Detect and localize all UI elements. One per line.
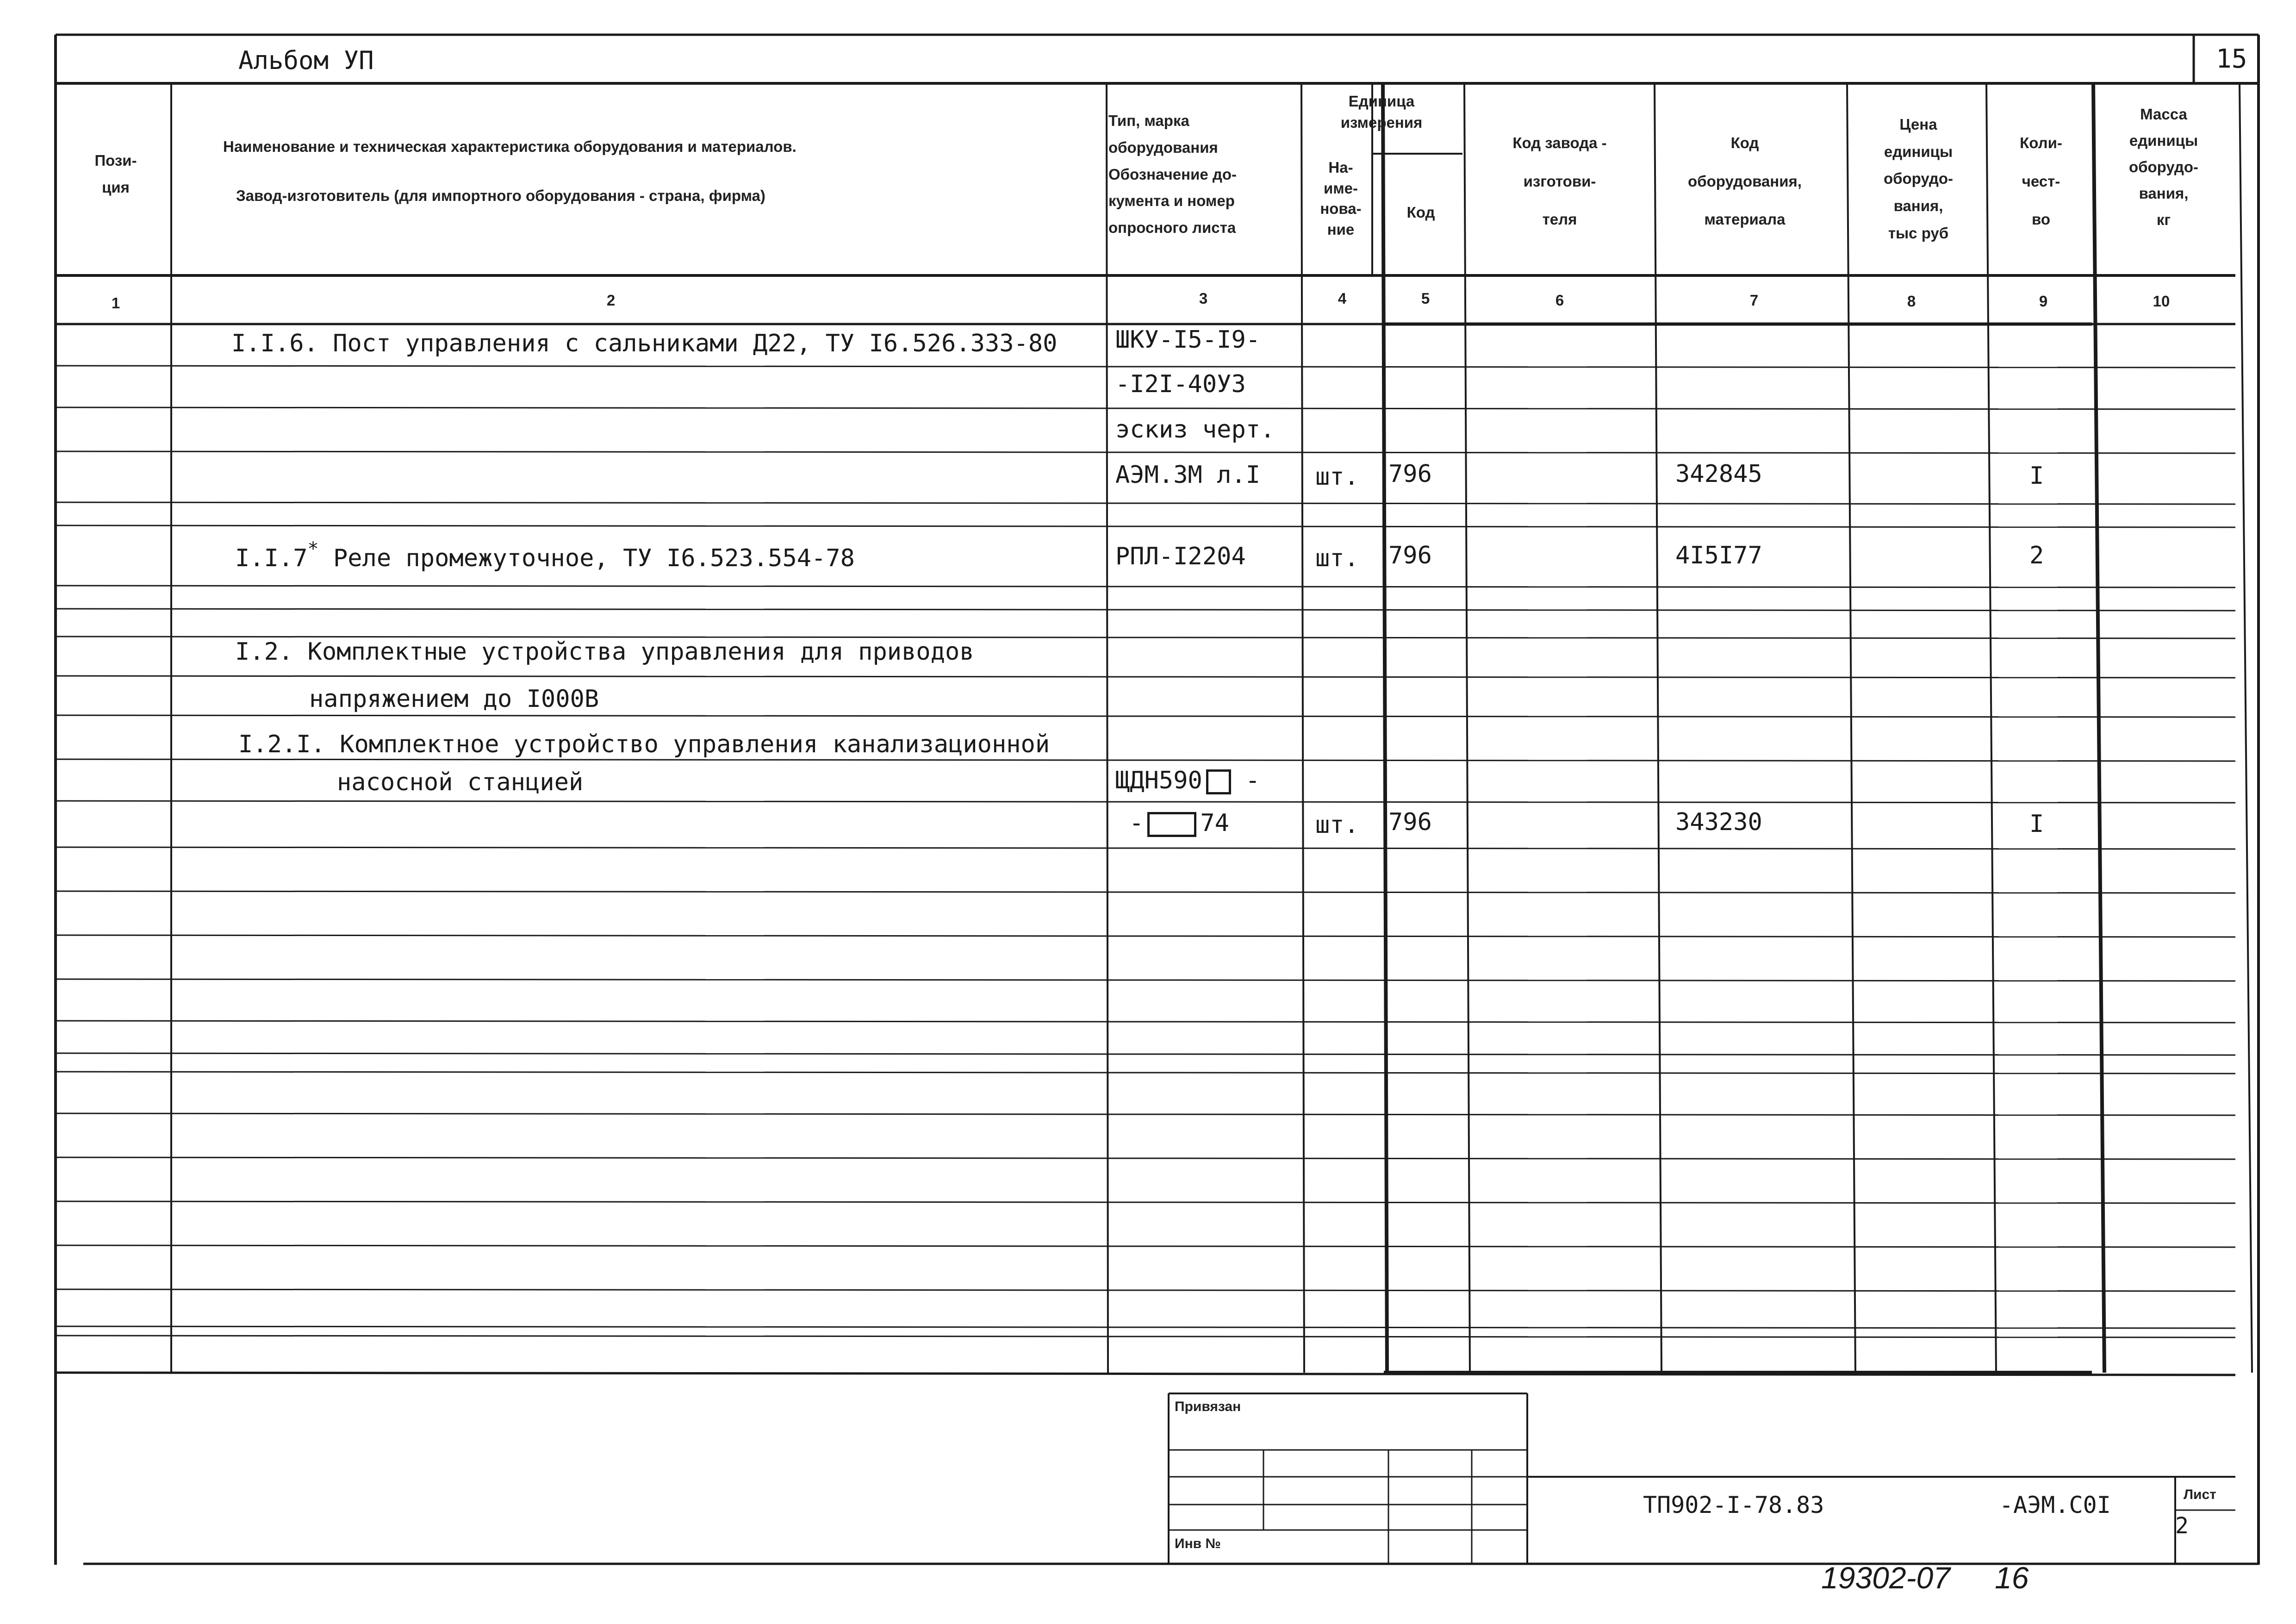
item-1-2-1-unit: шт.	[1315, 811, 1359, 839]
item-1-1-6-mark-1: ШКУ-I5-I9-	[1115, 326, 1261, 354]
stamp-sheet-label: Лист	[2184, 1487, 2216, 1502]
blank-box-1	[1206, 769, 1231, 794]
row-line	[56, 891, 2235, 893]
item-1-2-line1: I.2. Комплектные устройства управления для приводов	[235, 638, 974, 666]
col-number-2: 2	[606, 292, 616, 309]
item-1-2-1-unit-code: 796	[1388, 808, 1432, 836]
row-line	[56, 801, 2235, 803]
page-mark: 16	[1995, 1561, 2029, 1595]
row-line	[56, 525, 2235, 527]
col-number-9: 9	[2039, 293, 2048, 310]
item-1-2-1-mark-1	[1115, 768, 1260, 794]
item-1-1-6-unit: шт.	[1315, 463, 1359, 491]
row-line	[56, 1157, 2235, 1159]
item-1-1-7-mark: РПЛ-I2204	[1115, 543, 1246, 570]
item-1-1-7-name	[235, 538, 855, 572]
col-header-unit-name: На- име- нова- ние	[1320, 159, 1362, 238]
col-number-8: 8	[1907, 293, 1916, 310]
item-1-1-7-quantity: 2	[2029, 542, 2044, 569]
col-number-1: 1	[111, 294, 120, 312]
col-header-name-line1: Наименование и техническая характеристика оборудования и материалов.	[223, 138, 796, 155]
item-1-1-7-equipment-code: 4I5I77	[1675, 542, 1762, 569]
item-1-2-1-mark-1-text: ЩДН590	[1115, 767, 1202, 794]
row-line	[56, 1336, 2235, 1337]
item-1-1-6-mark-4: АЭМ.ЗМ л.I	[1115, 461, 1261, 489]
item-1-1-6-mark-2: -I2I-40УЗ	[1115, 370, 1246, 398]
item-1-2-1-mark-1-dash: -	[1231, 767, 1260, 794]
album-title: Альбом УП	[238, 46, 374, 75]
col-number-10: 10	[2153, 293, 2170, 310]
col-header-quantity: Коли- чест- во	[2020, 134, 2062, 228]
row-line	[56, 759, 2235, 761]
item-1-1-7-unit: шт.	[1315, 544, 1359, 572]
row-line	[56, 935, 2235, 937]
item-1-1-7-footnote-mark: *	[307, 538, 319, 560]
item-1-1-7-unit-code: 796	[1388, 542, 1432, 569]
archive-number: 19302-07	[1821, 1561, 1950, 1595]
col-header-unit-group: Единица измерения	[1340, 93, 1423, 131]
item-1-2-1-equipment-code: 343230	[1675, 808, 1762, 836]
col-number-7: 7	[1749, 292, 1759, 309]
stamp-attached-label: Привязан	[1175, 1399, 1241, 1414]
row-line	[56, 1245, 2235, 1247]
row-line	[56, 1053, 2235, 1055]
row-line	[56, 1021, 2235, 1023]
column-separator	[2240, 83, 2252, 1373]
row-line	[56, 502, 2235, 504]
item-1-1-6-equipment-code: 342845	[1675, 460, 1762, 488]
col-header-unit-mass: Масса единицы оборудо- вания, кг	[2128, 106, 2199, 229]
col-header-factory-code: Код завода - изготови- теля	[1512, 134, 1607, 228]
row-line	[56, 1289, 2235, 1291]
item-1-1-7-title: Реле промежуточное, ТУ I6.523.554-78	[318, 544, 855, 572]
row-line	[56, 609, 2235, 611]
stamp-inventory-label: Инв №	[1175, 1536, 1221, 1551]
col-header-position: Пози- ция	[94, 152, 137, 196]
item-1-1-6-quantity: I	[2029, 462, 2044, 490]
row-line	[56, 1072, 2235, 1074]
col-number-5: 5	[1421, 290, 1430, 307]
stamp-doc-code-1: ТП902-I-78.83	[1643, 1492, 1824, 1518]
row-line	[56, 1326, 2235, 1328]
item-1-2-1-mark-2	[1129, 811, 1229, 837]
col-header-unit-price: Цена единицы оборудо- вания, тыс руб	[1883, 116, 1954, 242]
row-line	[56, 586, 2235, 587]
col-header-name-line2: Завод-изготовитель (для импортного оборудования - страна, фирма)	[236, 187, 765, 204]
item-1-1-6-name: I.I.6. Пост управления с сальниками Д22, ТУ I6.526.333-80	[231, 330, 1058, 357]
row-line	[56, 715, 2235, 717]
stamp-sheet-value: 2	[2175, 1513, 2189, 1539]
row-line	[56, 1201, 2235, 1203]
stamp-doc-code-2: -АЭМ.С0I	[1999, 1492, 2111, 1518]
row-line	[56, 847, 2235, 849]
col-number-6: 6	[1555, 292, 1564, 309]
row-line	[56, 366, 2235, 368]
col-header-type-mark: Тип, марка оборудования Обозначение до- кумента и номер опросного листа	[1108, 112, 1237, 236]
item-1-1-6-mark-3: эскиз черт.	[1115, 416, 1275, 443]
item-1-2-line2: напряжением до I000В	[309, 685, 599, 713]
item-1-2-1-quantity: I	[2029, 810, 2044, 838]
item-1-2-1-line2: насосной станцией	[337, 768, 584, 796]
item-1-2-1-mark-2-dash: -	[1129, 809, 1144, 837]
item-1-2-1-mark-2-number: 74	[1200, 809, 1229, 837]
col-header-unit-code: Код	[1406, 204, 1435, 221]
item-1-2-1-line1: I.2.I. Комплектное устройство управления канализационной	[238, 731, 1050, 758]
row-line	[56, 1113, 2235, 1115]
col-number-4: 4	[1338, 290, 1347, 307]
row-line	[56, 407, 2235, 409]
col-number-3: 3	[1199, 290, 1208, 307]
row-line	[56, 676, 2235, 678]
blank-box-2	[1147, 812, 1196, 837]
item-1-1-6-unit-code: 796	[1388, 460, 1432, 488]
row-line	[56, 979, 2235, 981]
item-1-1-7-number: I.I.7	[235, 544, 308, 572]
page-number: 15	[2216, 44, 2247, 74]
col-header-equipment-code: Код оборудования, материала	[1688, 134, 1802, 228]
row-line	[56, 451, 2235, 453]
